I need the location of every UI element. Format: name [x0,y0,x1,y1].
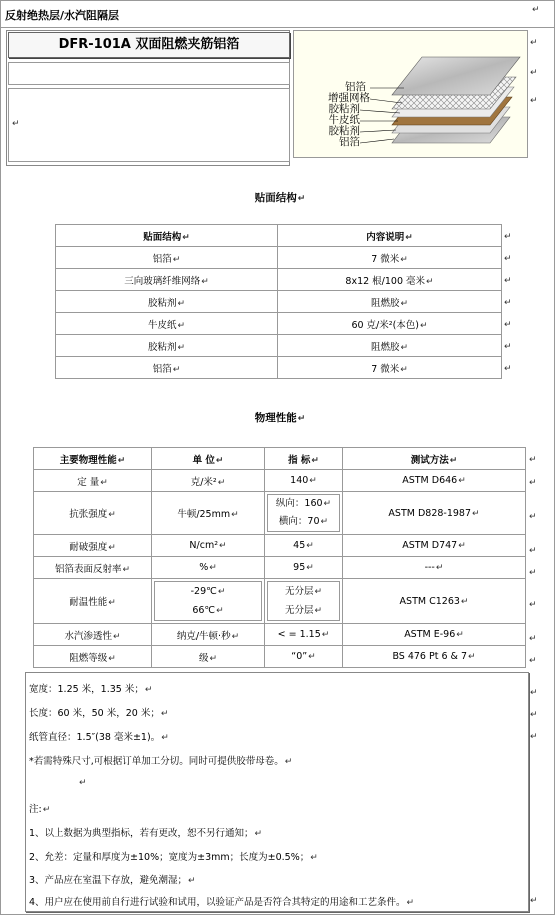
table-cell [265,492,343,535]
paragraph-mark: ↵ [504,232,512,242]
table-cell: 三向玻璃纤维网络↵ [56,269,278,291]
table-row [56,291,502,313]
table-cell: 7 微米↵ [278,357,502,379]
table-cell: ASTM C1263↵ [343,579,526,624]
physical-properties-table [33,447,526,668]
table-header-row [34,448,526,470]
paragraph-mark: ↵ [504,364,512,374]
table-cell: “0”↵ [265,646,343,668]
table-row [34,579,526,624]
spec-core: 纸管直径：1.5″(38 毫米±1)。↵ [29,732,169,743]
diagram-label-foil-bottom: 铝箔 [339,136,360,148]
table-header-row [56,225,502,247]
diagram-label-kraft: 牛皮纸 [328,114,360,126]
table-cell: 铝箔↵ [56,357,278,379]
notes-box [25,672,529,912]
paragraph-mark: ↵ [529,600,537,610]
paragraph-mark: ↵ [530,68,538,78]
table-row [56,247,502,269]
table-cell: BS 476 Pt 6 & 7↵ [343,646,526,668]
table-cell: 定 量↵ [34,470,152,492]
diagram-label-adhesive-1: 胶粘剂 [328,103,360,115]
diagram-label-adhesive-2: 胶粘剂 [328,125,360,137]
table-row [56,313,502,335]
table-row [34,470,526,492]
layer-diagram [293,30,528,158]
product-name: DFR-101A 双面阻燃夹筋铝箔 [8,32,290,58]
note-item: 4、用户应在使用前自行进行试验和试用，以验证产品是否符合其特定的用途和工艺条件。↵ [29,897,415,908]
table-cell: 纳克/牛顿·秒↵ [152,624,265,646]
table-row [34,624,526,646]
paragraph-mark: ↵ [529,656,537,666]
paragraph-mark: ↵ [529,512,537,522]
table-cell: 阻燃胶↵ [278,335,502,357]
table-cell: 水汽渗透性↵ [34,624,152,646]
table-cell: 铝箔表面反射率↵ [34,557,152,579]
spec-length: 长度：60 米，50 米，20 米；↵ [29,708,169,719]
value-box: 纵向：160↵ 横向：70↵ [267,494,340,532]
table-header-cell: 主要物理性能↵ [34,448,152,470]
layer-section-heading: 贴面结构↵ [254,192,306,204]
paragraph-mark: ↵ [529,455,537,465]
blank-field-1 [8,62,290,85]
table-cell: ASTM D828-1987↵ [343,492,526,535]
paragraph-mark: ↵ [530,96,538,106]
table-cell: 抗张强度↵ [34,492,152,535]
table-row [56,357,502,379]
table-cell: 阻燃胶↵ [278,291,502,313]
page-title-bar [0,0,555,28]
table-row [34,535,526,557]
table-header-cell: 单 位↵ [152,448,265,470]
page-title: 反射绝热层/水汽阻隔层 [5,9,120,22]
diagram-label-foil-top: 铝箔 [345,81,366,93]
table-row [34,557,526,579]
table-cell: ASTM D747↵ [343,535,526,557]
table-cell: 级↵ [152,646,265,668]
unit-box: -29℃↵ 66℃↵ [154,581,262,621]
table-cell: 95↵ [265,557,343,579]
paragraph-mark: ↵ [529,634,537,644]
table-cell: ASTM E-96↵ [343,624,526,646]
paragraph-mark: ↵ [532,5,540,15]
paragraph-mark: ↵ [530,688,538,698]
blank-field-2 [8,88,290,162]
table-cell: N/cm²↵ [152,535,265,557]
table-header-cell: 内容说明↵ [278,225,502,247]
table-cell: 胶粘剂↵ [56,291,278,313]
paragraph-mark: ↵ [504,342,512,352]
diagram-label-mesh: 增强网格 [328,92,370,104]
note-item: 2、允差：定量和厚度为±10%；宽度为±3mm；长度为±0.5%；↵ [29,852,318,863]
spec-width: 宽度：1.25 米，1.35 米；↵ [29,684,153,695]
table-cell: 耐破强度↵ [34,535,152,557]
table-cell [152,579,265,624]
paragraph-mark: ↵ [529,568,537,578]
prop-section-heading: 物理性能↵ [254,412,306,424]
table-header-cell: 贴面结构↵ [56,225,278,247]
paragraph-mark: ↵ [529,546,537,556]
table-cell: 140↵ [265,470,343,492]
table-cell: 克/米²↵ [152,470,265,492]
paragraph-mark: ↵ [530,732,538,742]
table-cell: 铝箔↵ [56,247,278,269]
table-cell: < = 1.15↵ [265,624,343,646]
table-row [56,269,502,291]
table-cell: 牛皮纸↵ [56,313,278,335]
paragraph-mark: ↵ [530,38,538,48]
table-cell: 牛顿/25mm↵ [152,492,265,535]
paragraph-mark: ↵ [530,710,538,720]
paragraph-mark: ↵ [530,896,538,906]
value-box: 无分层↵ 无分层↵ [267,581,340,621]
note-item: 1、以上数据为典型指标，若有更改，恕不另行通知；↵ [29,828,263,839]
table-cell: 阻燃等级↵ [34,646,152,668]
table-cell: 胶粘剂↵ [56,335,278,357]
table-cell: 60 克/米²(本色)↵ [278,313,502,335]
table-cell: ASTM D646↵ [343,470,526,492]
table-row [34,492,526,535]
paragraph-mark: ↵ [504,320,512,330]
note-label: 注:↵ [29,804,51,815]
table-cell: 45↵ [265,535,343,557]
spec-special: *若需特殊尺寸,可根据订单加工分切。同时可提供胶带母卷。↵ [29,756,293,767]
table-cell: 8x12 根/100 毫米↵ [278,269,502,291]
table-row [56,335,502,357]
table-cell: ---↵ [343,557,526,579]
note-item: 3、产品应在室温下存放，避免潮湿；↵ [29,875,196,886]
layer-structure-table [55,224,502,379]
table-header-cell: 测试方法↵ [343,448,526,470]
paragraph-mark: ↵ [529,478,537,488]
paragraph-mark: ↵ [504,298,512,308]
table-row [34,646,526,668]
paragraph-mark: ↵ [504,276,512,286]
table-cell: 耐温性能↵ [34,579,152,624]
table-cell [265,579,343,624]
table-header-cell: 指 标↵ [265,448,343,470]
paragraph-mark: ↵ [504,254,512,264]
table-cell: 7 微米↵ [278,247,502,269]
paragraph-mark: ↵ [12,119,20,129]
empty-line: ↵ [79,778,87,788]
table-cell: %↵ [152,557,265,579]
